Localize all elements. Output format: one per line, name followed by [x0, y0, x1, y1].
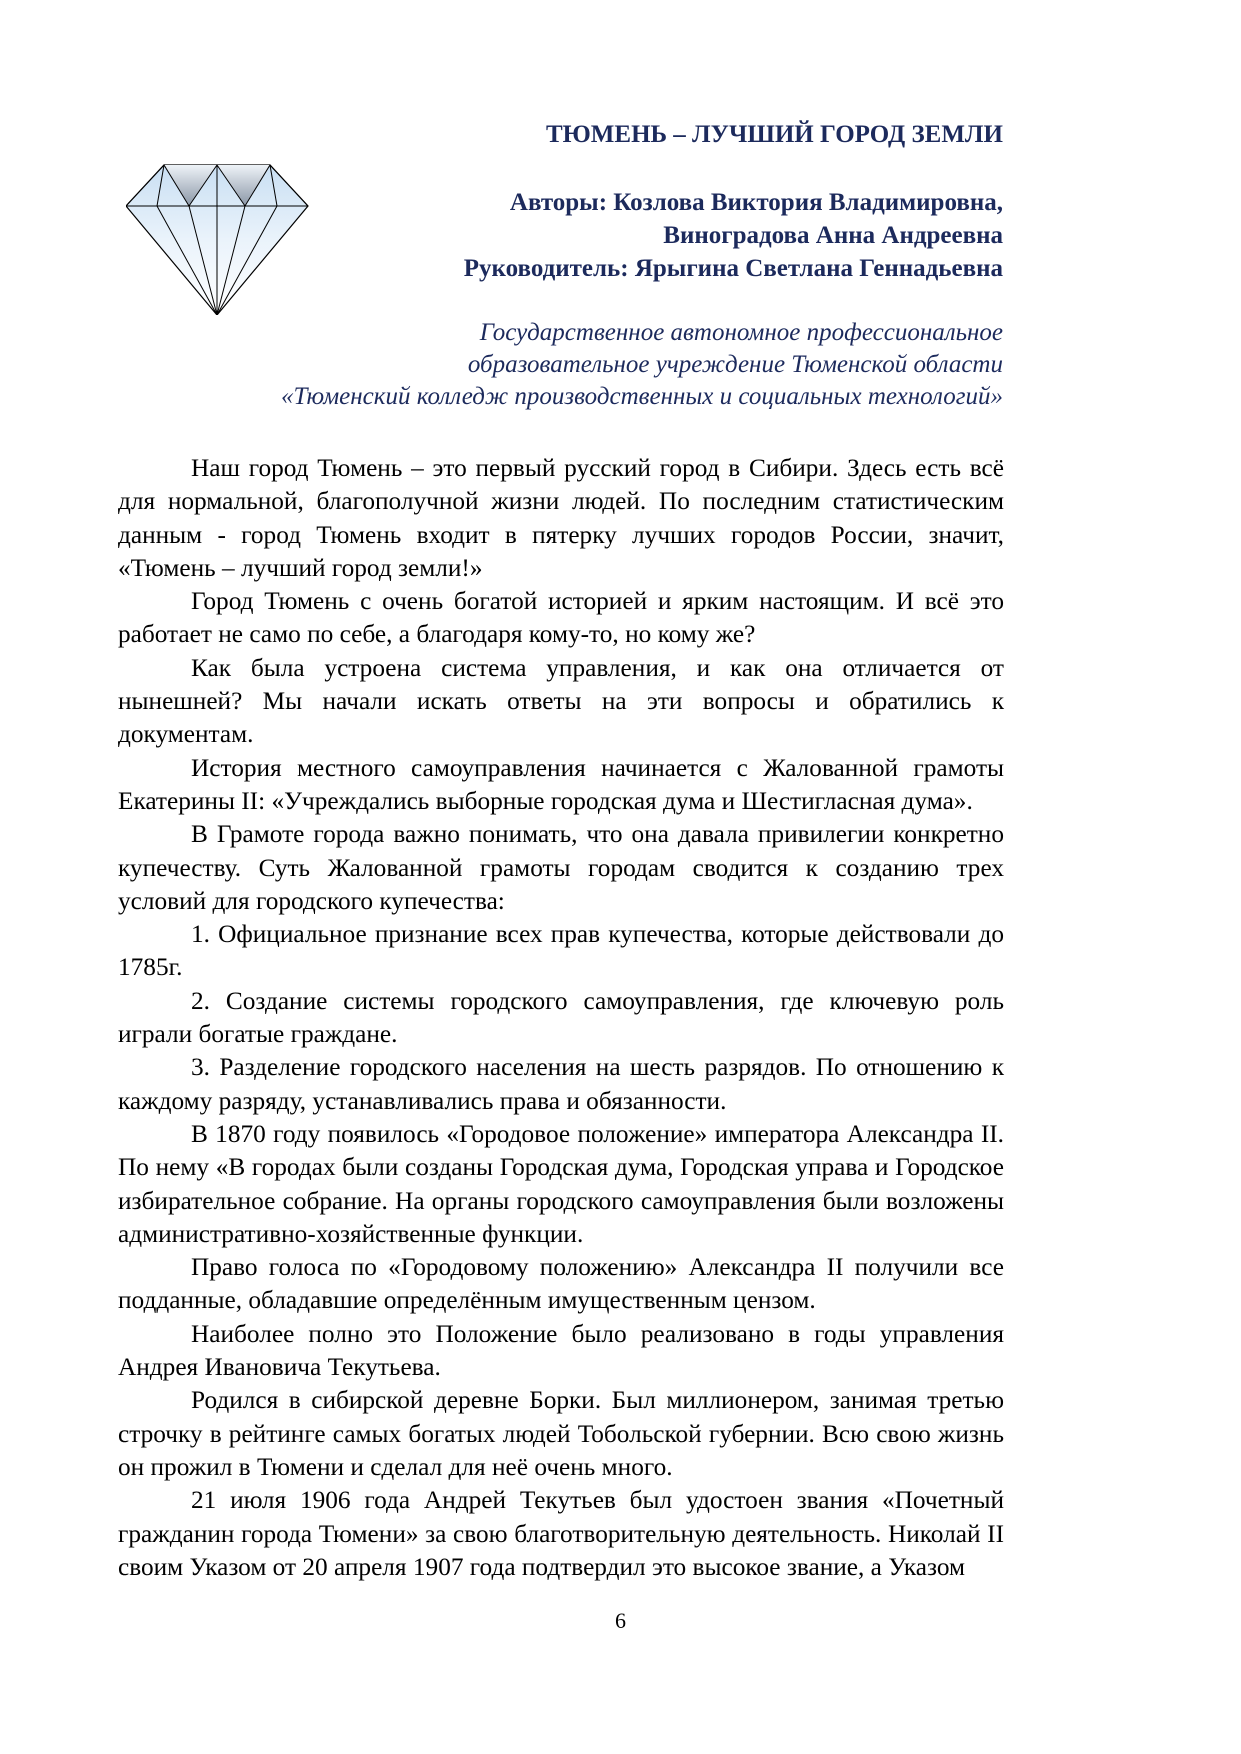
diamond-logo	[126, 163, 310, 315]
paragraph: В 1870 году появилось «Городовое положение» императора Александра II. По нему «В городах были созданы Городская дума, Городская управа и Городское избирательное собрание. На органы городского самоуправления были возложены административно-хозяйственные функции.	[118, 1119, 1004, 1248]
paragraph: Право голоса по «Городовому положению» Александра II получили все подданные, обладавшие определённым имущественным цензом.	[118, 1253, 1004, 1315]
org-line-1: Государственное автономное профессиональное	[479, 319, 1003, 346]
supervisor-line: Руководитель: Ярыгина Светлана Геннадьевна	[463, 255, 1003, 282]
page-title: ТЮМЕНЬ – ЛУЧШИЙ ГОРОД ЗЕМЛИ	[545, 121, 1003, 148]
paragraph: История местного самоуправления начинается с Жалованной грамоты Екатерины II: «Учреждались выборные городская дума и Шестигласная дума».	[118, 753, 1004, 815]
page-number: 6	[615, 1608, 626, 1633]
list-item: 2. Создание системы городского самоуправления, где ключевую роль играли богатые граждане.	[118, 986, 1004, 1049]
paragraph: Город Тюмень с очень богатой историей и ярким настоящим. И всё это работает не само по себе, а благодаря кому-то, но кому же?	[118, 587, 1004, 649]
paragraph: В Грамоте города важно понимать, что она давала привилегии конкретно купечеству. Суть Жалованной грамоты городам сводится к созданию трех условий для городского купечества:	[118, 820, 1004, 915]
paragraph: Наиболее полно это Положение было реализовано в годы управления Андрея Ивановича Текутьева.	[118, 1319, 1004, 1382]
paragraph: 21 июля 1906 года Андрей Текутьев был удостоен звания «Почетный гражданин города Тюмени» за свою благотворительную деятельность. Николай II своим Указом от 20 апреля 1907 года подтвердил это высокое звание, а Указом	[118, 1486, 1004, 1581]
body-text	[118, 452, 1004, 1584]
org-line-3: «Тюменский колледж производственных и социальных технологий»	[281, 383, 1003, 410]
list-item: 1. Официальное признание всех прав купечества, которые действовали до 1785г.	[118, 920, 1004, 982]
authors-block	[464, 186, 1003, 285]
list-item: 3. Разделение городского населения на шесть разрядов. По отношению к каждому разряду, устанавливались права и обязанности.	[118, 1053, 1004, 1115]
paragraph: Наш город Тюмень – это первый русский город в Сибири. Здесь есть всё для нормальной, благополучной жизни людей. По последним статистическим данным - город Тюмень входит в пятерку лучших городов России, значит, «Тюмень – лучший город земли!»	[118, 454, 1004, 582]
paragraph: Родился в сибирской деревне Борки. Был миллионером, занимая третью строчку в рейтинге самых богатых людей Тобольской губернии. Всю свою жизнь он прожил в Тюмени и сделал для неё очень много.	[118, 1386, 1004, 1481]
authors-line-2: Виноградова Анна Андреевна	[663, 222, 1003, 249]
authors-line-1: Авторы: Козлова Виктория Владимировна,	[509, 189, 1003, 216]
organization-block	[281, 317, 1003, 413]
org-line-2: образовательное учреждение Тюменской области	[467, 351, 1003, 378]
paragraph: Как была устроена система управления, и как она отличается от нынешней? Мы начали искать ответы на эти вопросы и обратились к документам.	[118, 653, 1004, 749]
